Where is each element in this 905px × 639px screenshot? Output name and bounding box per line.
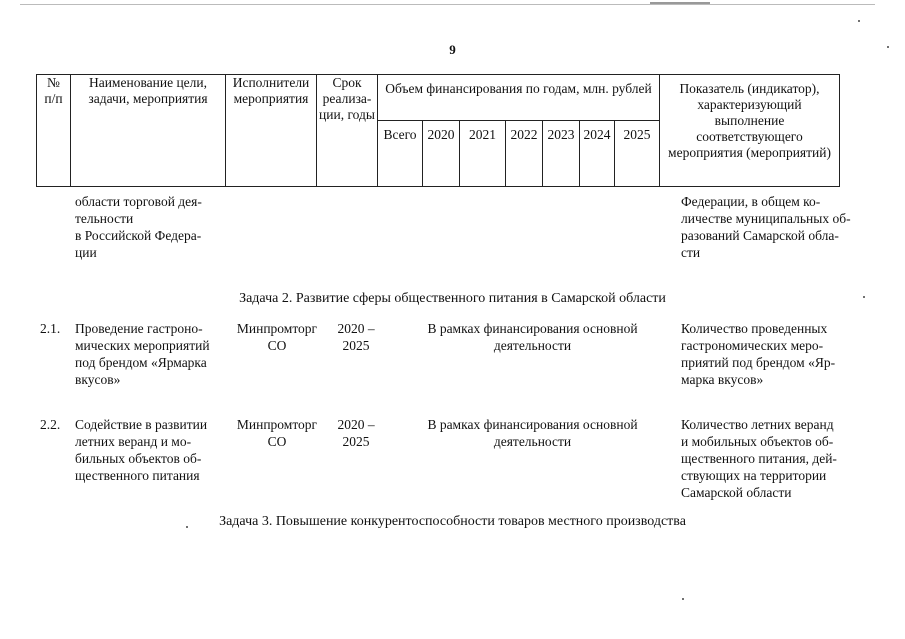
scan-edge-line (20, 4, 875, 5)
task-3-heading: Задача 3. Повышение конкурентоспособности товаров местного производства (219, 514, 686, 529)
page-number: 9 (449, 42, 456, 57)
row-2-2-executor: Минпромторг СО (236, 417, 318, 449)
col-name: Наименование цели, задачи, мероприятия (71, 75, 226, 187)
continuation-name: области торговой дея- тельности в Российской Федера- ции (75, 194, 202, 260)
col-indicator: Показатель (индикатор), характеризующий выполнение соответствующего мероприятия (мероприятий) (660, 75, 840, 187)
row-2-2-indicator: Количество летних веранд и мобильных объектов об- щественного питания, дей- ствующих на территории Самарской области (681, 417, 837, 500)
row-2-2-name: Содействие в развитии летних веранд и мо- бильных объектов об- щественного питания (75, 417, 208, 483)
continuation-indicator: Федерации, в общем ко- личестве муниципальных об- разований Самарской обла- сти (681, 194, 851, 260)
col-funding: Объем финансирования по годам, млн. рублей (378, 75, 660, 121)
row-2-1-indicator: Количество проведенных гастрономических меро- приятий под брендом «Яр- марка вкусов» (681, 321, 836, 387)
year-2022: 2022 (506, 121, 543, 187)
table-header (36, 74, 840, 187)
row-2-2-number: 2.2. (40, 417, 61, 432)
col-number: № п/п (37, 75, 71, 187)
row-2-1-term: 2020 – 2025 (337, 321, 375, 353)
col-executors: Исполнители мероприятия (226, 75, 317, 187)
row-2-1-number: 2.1. (40, 321, 61, 336)
year-2023: 2023 (543, 121, 580, 187)
col-term: Срок реализа-ции, годы (317, 75, 378, 187)
row-2-1-name: Проведение гастроно- мических мероприятий под брендом «Ярмарка вкусов» (75, 321, 210, 387)
scan-edge-mark (650, 2, 710, 4)
task-2-heading: Задача 2. Развитие сферы общественного питания в Самарской области (239, 291, 666, 306)
row-2-1-funding: В рамках финансирования основной деятельности (427, 321, 638, 353)
year-total: Всего (378, 121, 423, 187)
year-2021: 2021 (460, 121, 506, 187)
row-2-2-funding: В рамках финансирования основной деятельности (427, 417, 638, 449)
row-2-2-term: 2020 – 2025 (337, 417, 375, 449)
scan-speck (887, 46, 889, 48)
year-2024: 2024 (580, 121, 615, 187)
year-2020: 2020 (423, 121, 460, 187)
year-2025: 2025 (615, 121, 660, 187)
scan-speck (863, 296, 865, 298)
row-2-1-executor: Минпромторг СО (236, 321, 318, 353)
scan-speck (682, 598, 684, 600)
scan-speck (858, 20, 860, 22)
scan-speck (186, 526, 188, 528)
